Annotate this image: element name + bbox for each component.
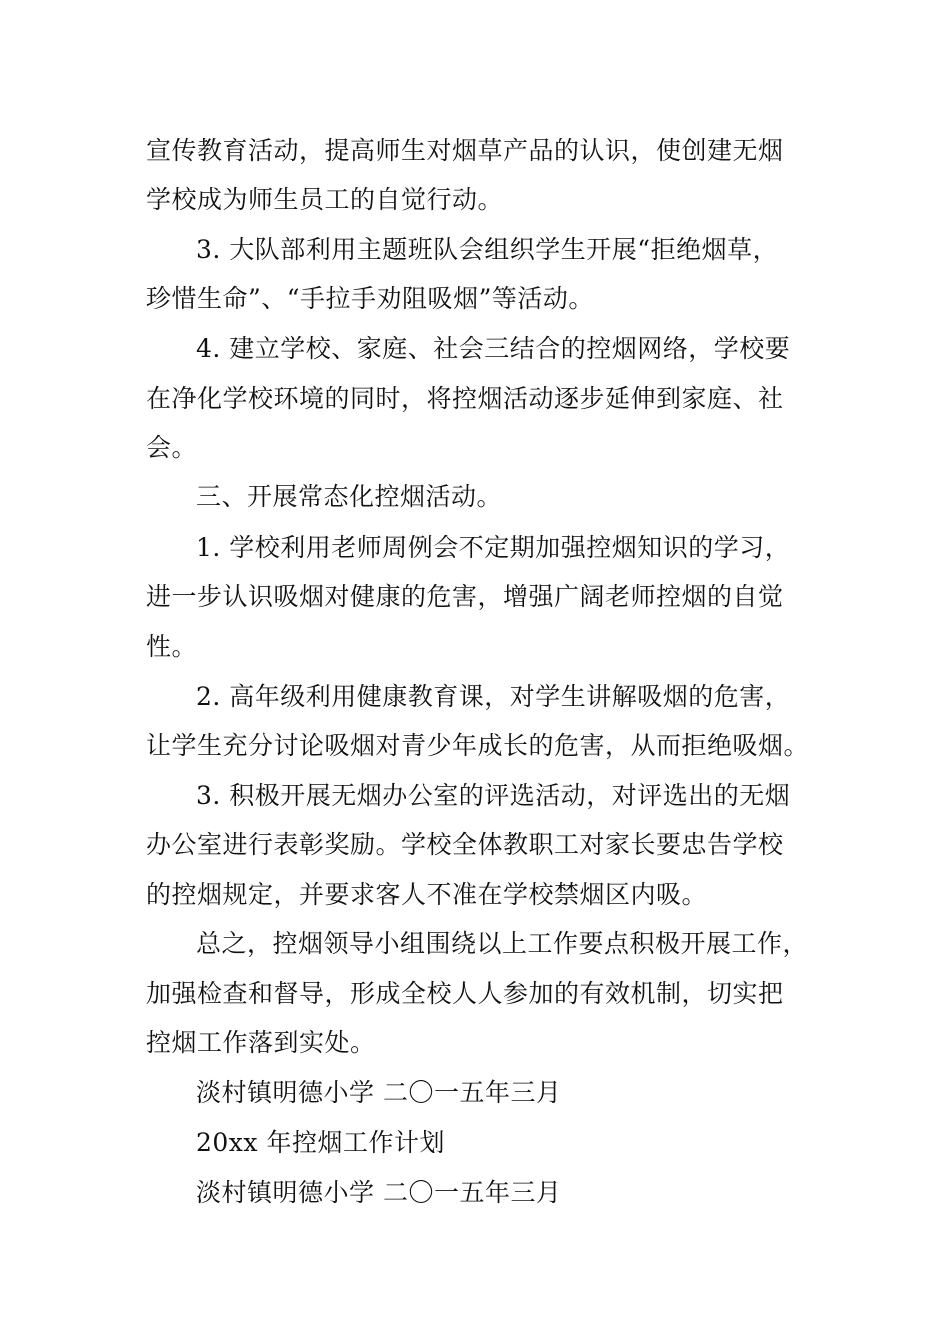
text-line: 2. 高年级利用健康教育课，对学生讲解吸烟的危害， xyxy=(196,682,791,711)
text-line: 加强检查和督导，形成全校人人参加的有效机制，切实把 xyxy=(146,979,784,1008)
text-line: 3. 积极开展无烟办公室的评选活动，对评选出的无烟 xyxy=(196,781,791,810)
section-heading: 三、开展常态化控烟活动。 xyxy=(196,482,503,511)
text-line: 会。 xyxy=(146,433,198,462)
text-line: 4. 建立学校、家庭、社会三结合的控烟网络，学校要 xyxy=(196,334,791,363)
signature-line: 淡村镇明德小学 二〇一五年三月 xyxy=(196,1178,562,1207)
text-line: 珍惜生命”、“手拉手劝阻吸烟”等活动。 xyxy=(146,284,594,313)
text-line: 1. 学校利用老师周例会不定期加强控烟知识的学习， xyxy=(196,533,791,562)
text-line: 宣传教育活动，提高师生对烟草产品的认识，使创建无烟 xyxy=(146,136,784,165)
text-line: 让学生充分讨论吸烟对青少年成长的危害，从而拒绝吸烟。 xyxy=(146,731,810,760)
text-line: 办公室进行表彰奖励。学校全体教职工对家长要忠告学校 xyxy=(146,830,784,859)
text-line: 性。 xyxy=(146,632,198,661)
text-line: 总之，控烟领导小组围绕以上工作要点积极开展工作， xyxy=(196,929,809,958)
document-title-line: 20xx 年控烟工作计划 xyxy=(196,1128,445,1157)
text-line: 在净化学校环境的同时，将控烟活动逐步延伸到家庭、社 xyxy=(146,384,784,413)
signature-line: 淡村镇明德小学 二〇一五年三月 xyxy=(196,1078,562,1107)
text-line: 的控烟规定，并要求客人不准在学校禁烟区内吸。 xyxy=(146,880,708,909)
text-line: 学校成为师生员工的自觉行动。 xyxy=(146,185,504,214)
text-line: 进一步认识吸烟对健康的危害，增强广阔老师控烟的自觉 xyxy=(146,582,784,611)
text-line: 3. 大队部利用主题班队会组织学生开展“拒绝烟草， xyxy=(196,235,779,264)
text-line: 控烟工作落到实处。 xyxy=(146,1028,376,1057)
